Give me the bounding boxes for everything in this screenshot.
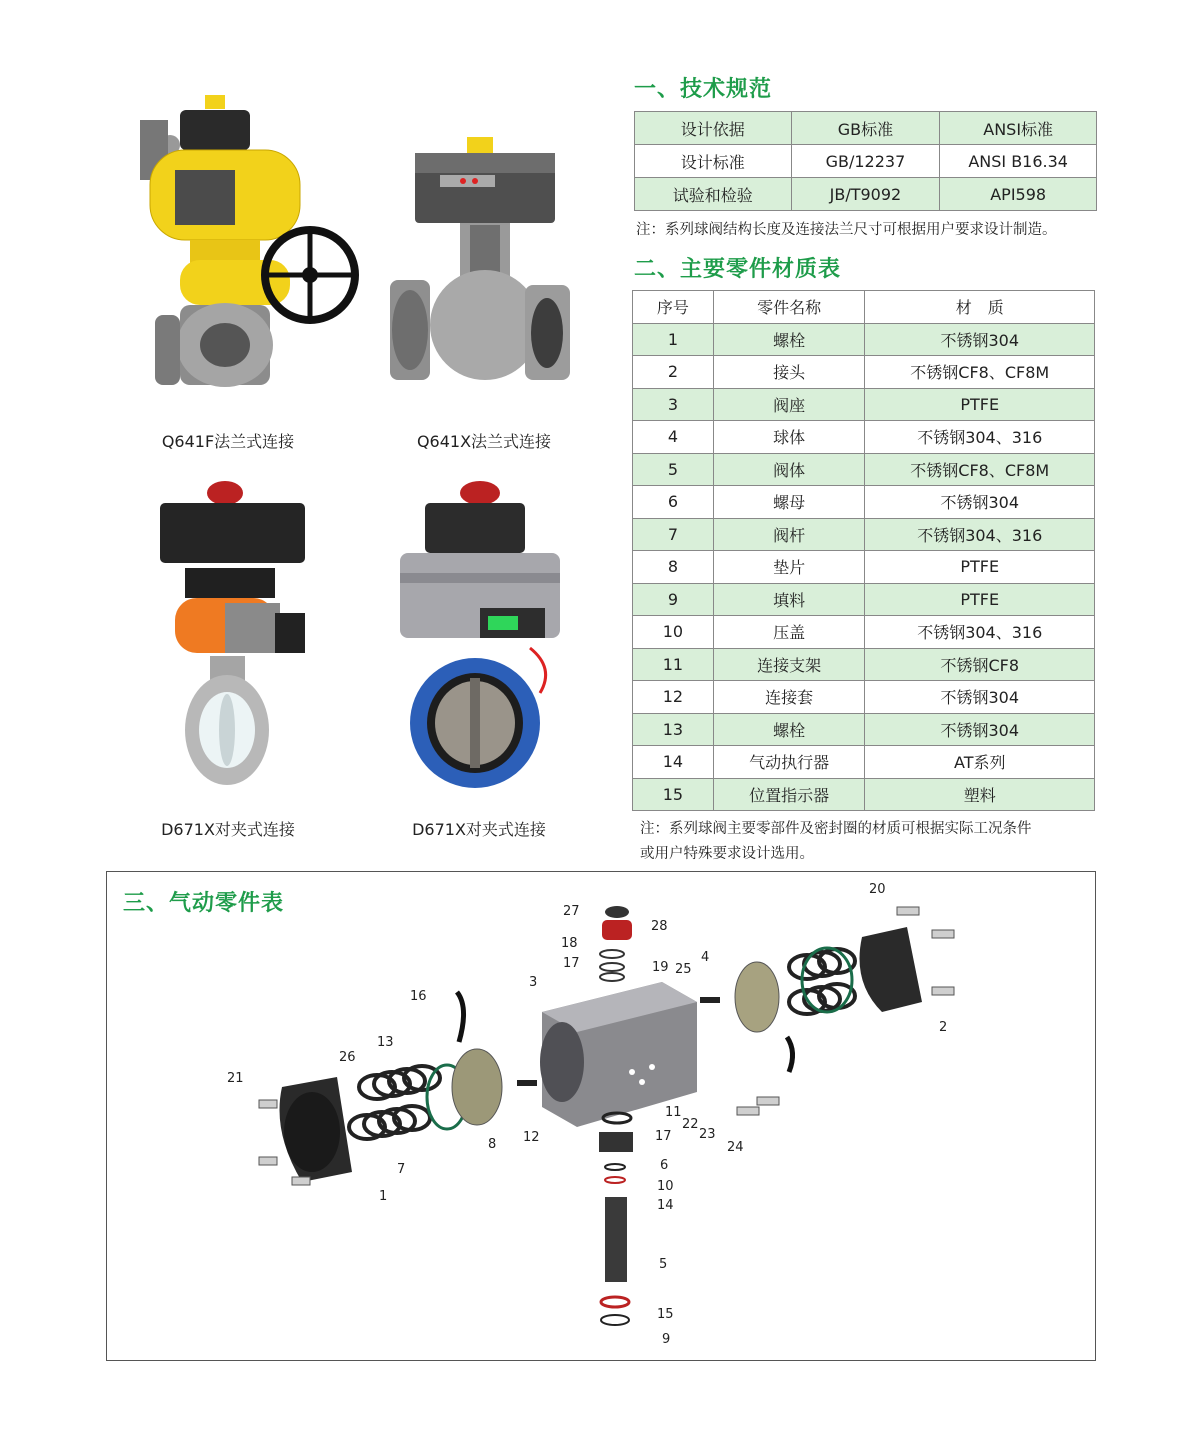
table-cell: 不锈钢304 bbox=[865, 323, 1095, 356]
product-caption-1: Q641F法兰式连接 bbox=[161, 432, 295, 451]
callout-label: 25 bbox=[675, 962, 692, 977]
table-row bbox=[633, 518, 1095, 551]
callout-label: 3 bbox=[529, 975, 538, 990]
materials-note-line-1: 注：系列球阀主要零部件及密封圈的材质可根据实际工况条件 bbox=[640, 821, 1032, 837]
section-title-materials: 二、主要零件材质表 bbox=[634, 257, 842, 282]
table-cell: 10 bbox=[633, 616, 714, 649]
table-row bbox=[633, 616, 1095, 649]
table-row bbox=[633, 713, 1095, 746]
callout-label: 5 bbox=[659, 1257, 668, 1272]
table-cell: 7 bbox=[633, 518, 714, 551]
table-cell: API598 bbox=[940, 178, 1097, 211]
column-header: 材 质 bbox=[865, 291, 1095, 324]
table-cell: 连接支架 bbox=[713, 648, 865, 681]
tech-spec-table bbox=[634, 111, 1097, 211]
table-row bbox=[633, 778, 1095, 811]
table-header-row bbox=[633, 291, 1095, 324]
table-row bbox=[633, 421, 1095, 454]
ball-valve-with-pneumatic-actuator bbox=[385, 135, 575, 395]
table-cell: 5 bbox=[633, 453, 714, 486]
callout-label: 11 bbox=[665, 1105, 682, 1120]
table-row bbox=[633, 648, 1095, 681]
column-header: 零件名称 bbox=[713, 291, 865, 324]
table-row bbox=[633, 356, 1095, 389]
table-cell: 螺母 bbox=[713, 486, 865, 519]
table-cell: 11 bbox=[633, 648, 714, 681]
table-cell: 14 bbox=[633, 746, 714, 779]
table-cell: 4 bbox=[633, 421, 714, 454]
callout-label: 21 bbox=[227, 1071, 244, 1086]
actuator-exploded-diagram bbox=[107, 872, 1095, 1360]
table-cell: 15 bbox=[633, 778, 714, 811]
callout-label: 20 bbox=[869, 882, 886, 897]
pneumatic-parts-panel bbox=[106, 871, 1096, 1361]
table-cell: 不锈钢CF8、CF8M bbox=[865, 356, 1095, 389]
table-cell: 8 bbox=[633, 551, 714, 584]
callout-label: 16 bbox=[410, 989, 427, 1004]
callout-label: 1 bbox=[379, 1189, 388, 1204]
table-cell: 2 bbox=[633, 356, 714, 389]
section-title-tech-spec: 一、技术规范 bbox=[634, 77, 773, 102]
table-cell: 阀体 bbox=[713, 453, 865, 486]
materials-note-line-2: 或用户特殊要求设计选用。 bbox=[640, 846, 814, 862]
callout-label: 13 bbox=[377, 1035, 394, 1050]
table-row bbox=[633, 551, 1095, 584]
table-cell: PTFE bbox=[865, 583, 1095, 616]
table-cell: AT系列 bbox=[865, 746, 1095, 779]
table-cell: 不锈钢304 bbox=[865, 713, 1095, 746]
table-cell: 螺栓 bbox=[713, 713, 865, 746]
table-cell: 压盖 bbox=[713, 616, 865, 649]
table-row bbox=[633, 486, 1095, 519]
callout-label: 12 bbox=[523, 1130, 540, 1145]
table-cell: 阀杆 bbox=[713, 518, 865, 551]
callout-label: 8 bbox=[488, 1137, 497, 1152]
table-cell: 球体 bbox=[713, 421, 865, 454]
callout-label: 14 bbox=[657, 1198, 674, 1213]
table-cell: 设计依据 bbox=[635, 112, 792, 145]
table-row bbox=[633, 681, 1095, 714]
callout-label: 4 bbox=[701, 950, 710, 965]
callout-label: 19 bbox=[652, 960, 669, 975]
table-row bbox=[633, 453, 1095, 486]
callout-label: 26 bbox=[339, 1050, 356, 1065]
product-caption-2: Q641X法兰式连接 bbox=[416, 432, 552, 451]
table-cell: PTFE bbox=[865, 551, 1095, 584]
section-title-pneumatic-parts: 三、气动零件表 bbox=[123, 891, 285, 916]
callout-label: 17 bbox=[563, 956, 580, 971]
callout-label: 22 bbox=[682, 1117, 699, 1132]
table-cell: 不锈钢304、316 bbox=[865, 518, 1095, 551]
materials-table bbox=[632, 290, 1095, 811]
table-row bbox=[633, 388, 1095, 421]
table-cell: 9 bbox=[633, 583, 714, 616]
table-cell: 不锈钢304 bbox=[865, 681, 1095, 714]
table-cell: JB/T9092 bbox=[791, 178, 940, 211]
table-row bbox=[635, 112, 1097, 145]
table-cell: 螺栓 bbox=[713, 323, 865, 356]
table-cell: 试验和检验 bbox=[635, 178, 792, 211]
column-header: 序号 bbox=[633, 291, 714, 324]
callout-label: 17 bbox=[655, 1129, 672, 1144]
callout-label: 27 bbox=[563, 904, 580, 919]
table-cell: ANSI标准 bbox=[940, 112, 1097, 145]
table-cell: ANSI B16.34 bbox=[940, 145, 1097, 178]
table-cell: 位置指示器 bbox=[713, 778, 865, 811]
table-cell: 阀座 bbox=[713, 388, 865, 421]
callout-label: 24 bbox=[727, 1140, 744, 1155]
table-cell: 设计标准 bbox=[635, 145, 792, 178]
callout-label: 15 bbox=[657, 1307, 674, 1322]
table-cell: 垫片 bbox=[713, 551, 865, 584]
table-cell: 12 bbox=[633, 681, 714, 714]
table-row bbox=[635, 178, 1097, 211]
table-cell: 不锈钢304、316 bbox=[865, 421, 1095, 454]
table-cell: 不锈钢CF8、CF8M bbox=[865, 453, 1095, 486]
callout-label: 9 bbox=[662, 1332, 671, 1347]
callout-label: 28 bbox=[651, 919, 668, 934]
table-cell: 1 bbox=[633, 323, 714, 356]
callout-label: 6 bbox=[660, 1158, 669, 1173]
table-row bbox=[633, 746, 1095, 779]
callout-label: 23 bbox=[699, 1127, 716, 1142]
table-row bbox=[633, 583, 1095, 616]
callout-label: 18 bbox=[561, 936, 578, 951]
butterfly-valve-orange-actuator bbox=[155, 478, 325, 793]
table-row bbox=[633, 323, 1095, 356]
table-cell: 不锈钢304 bbox=[865, 486, 1095, 519]
table-cell: 6 bbox=[633, 486, 714, 519]
table-cell: 不锈钢304、316 bbox=[865, 616, 1095, 649]
table-cell: 气动执行器 bbox=[713, 746, 865, 779]
table-cell: 填料 bbox=[713, 583, 865, 616]
butterfly-valve-blue-body bbox=[390, 478, 580, 798]
table-cell: 塑料 bbox=[865, 778, 1095, 811]
table-cell: PTFE bbox=[865, 388, 1095, 421]
product-caption-3: D671X对夹式连接 bbox=[161, 820, 295, 839]
ball-valve-with-handwheel-actuator bbox=[120, 90, 360, 400]
table-cell: 13 bbox=[633, 713, 714, 746]
callout-label: 2 bbox=[939, 1020, 948, 1035]
callout-label: 10 bbox=[657, 1179, 674, 1194]
callout-label: 7 bbox=[397, 1162, 406, 1177]
table-cell: 不锈钢CF8 bbox=[865, 648, 1095, 681]
table-cell: 接头 bbox=[713, 356, 865, 389]
table-cell: GB标准 bbox=[791, 112, 940, 145]
table-row bbox=[635, 145, 1097, 178]
table-cell: GB/12237 bbox=[791, 145, 940, 178]
tech-spec-note: 注：系列球阀结构长度及连接法兰尺寸可根据用户要求设计制造。 bbox=[636, 222, 1057, 238]
table-cell: 3 bbox=[633, 388, 714, 421]
table-cell: 连接套 bbox=[713, 681, 865, 714]
product-caption-4: D671X对夹式连接 bbox=[412, 820, 546, 839]
